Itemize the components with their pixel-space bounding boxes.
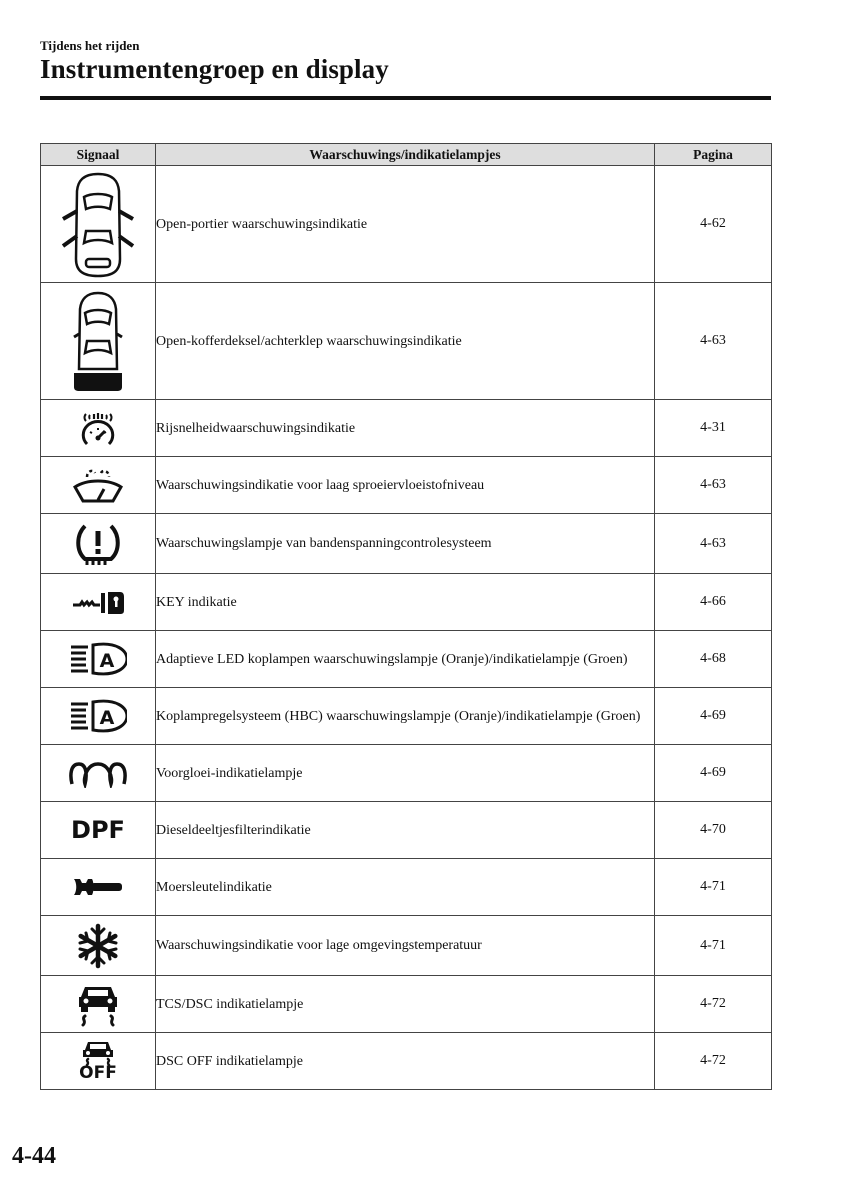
warning-lights-table xyxy=(40,143,772,1090)
signal-cell xyxy=(41,400,156,457)
description-cell: Open-kofferdeksel/achterklep waarschuwingsindikatie xyxy=(156,283,655,400)
signal-cell xyxy=(41,631,156,688)
column-header-page: Pagina xyxy=(655,144,772,166)
svg-text:A: A xyxy=(99,707,115,729)
description-cell: Open-portier waarschuwingsindikatie xyxy=(156,166,655,283)
column-header-signal: Signaal xyxy=(41,144,156,166)
snowflake-icon xyxy=(41,923,155,969)
page-cell: 4-72 xyxy=(655,976,772,1033)
table-row xyxy=(41,802,772,859)
page-cell: 4-71 xyxy=(655,859,772,916)
signal-cell xyxy=(41,859,156,916)
high-beam-control-icon xyxy=(41,698,155,734)
signal-cell xyxy=(41,514,156,574)
open-trunk-icon xyxy=(41,289,155,394)
glow-plug-icon xyxy=(41,758,155,788)
signal-cell xyxy=(41,166,156,283)
description-cell: TCS/DSC indikatielampje xyxy=(156,976,655,1033)
description-cell: Koplampregelsysteem (HBC) waarschuwingslampje (Oranje)/indikatielampje (Groen) xyxy=(156,688,655,745)
page-cell: 4-63 xyxy=(655,283,772,400)
description-cell: Waarschuwingsindikatie voor lage omgevingstemperatuur xyxy=(156,916,655,976)
tire-pressure-icon xyxy=(41,521,155,567)
signal-cell xyxy=(41,283,156,400)
signal-cell xyxy=(41,1033,156,1090)
table-row xyxy=(41,976,772,1033)
description-cell: Waarschuwingslampje van bandenspanningcontrolesysteem xyxy=(156,514,655,574)
signal-cell xyxy=(41,802,156,859)
signal-cell xyxy=(41,745,156,802)
page-cell: 4-69 xyxy=(655,688,772,745)
description-cell: DSC OFF indikatielampje xyxy=(156,1033,655,1090)
table-row xyxy=(41,631,772,688)
page-cell: 4-72 xyxy=(655,1033,772,1090)
page-cell: 4-70 xyxy=(655,802,772,859)
washer-fluid-icon xyxy=(41,465,155,505)
title-divider xyxy=(40,96,771,100)
table-row xyxy=(41,745,772,802)
signal-cell xyxy=(41,457,156,514)
wrench-icon xyxy=(41,876,155,898)
table-row xyxy=(41,514,772,574)
signal-cell xyxy=(41,916,156,976)
dpf-icon: DPF xyxy=(71,816,125,844)
description-cell: Voorgloei-indikatielampje xyxy=(156,745,655,802)
description-cell: Waarschuwingsindikatie voor laag sproeiervloeistofniveau xyxy=(156,457,655,514)
dsc-off-icon xyxy=(76,1040,120,1081)
section-label: Tijdens het rijden xyxy=(40,38,140,53)
table-row xyxy=(41,283,772,400)
table-row xyxy=(41,457,772,514)
description-cell: Dieseldeeltjesfilterindikatie xyxy=(156,802,655,859)
table-row xyxy=(41,688,772,745)
key-icon xyxy=(41,587,155,617)
signal-cell xyxy=(41,574,156,631)
table-row xyxy=(41,574,772,631)
page-cell: 4-69 xyxy=(655,745,772,802)
table-row xyxy=(41,1033,772,1090)
page-number: 4-44 xyxy=(12,1143,56,1169)
speedometer-warning-icon xyxy=(41,408,155,448)
signal-cell xyxy=(41,976,156,1033)
description-cell: Rijsnelheidwaarschuwingsindikatie xyxy=(156,400,655,457)
table-row xyxy=(41,166,772,283)
page-cell: 4-31 xyxy=(655,400,772,457)
description-cell: KEY indikatie xyxy=(156,574,655,631)
svg-text:A: A xyxy=(99,650,115,672)
page-cell: 4-66 xyxy=(655,574,772,631)
page-cell: 4-62 xyxy=(655,166,772,283)
page-cell: 4-71 xyxy=(655,916,772,976)
description-cell: Moersleutelindikatie xyxy=(156,859,655,916)
page-cell: 4-63 xyxy=(655,514,772,574)
page-cell: 4-63 xyxy=(655,457,772,514)
page-title: Instrumentengroep en display xyxy=(40,54,389,84)
open-door-icon xyxy=(41,169,155,279)
table-row xyxy=(41,400,772,457)
column-header-description: Waarschuwings/indikatielampjes xyxy=(156,144,655,166)
description-cell: Adaptieve LED koplampen waarschuwingslampje (Oranje)/indikatielampje (Groen) xyxy=(156,631,655,688)
tcs-dsc-icon xyxy=(41,981,155,1027)
page-cell: 4-68 xyxy=(655,631,772,688)
table-row xyxy=(41,916,772,976)
table-row xyxy=(41,859,772,916)
adaptive-headlight-icon xyxy=(41,641,155,677)
signal-cell xyxy=(41,688,156,745)
off-label: OFF xyxy=(79,1062,117,1083)
table-header-row xyxy=(41,144,772,166)
